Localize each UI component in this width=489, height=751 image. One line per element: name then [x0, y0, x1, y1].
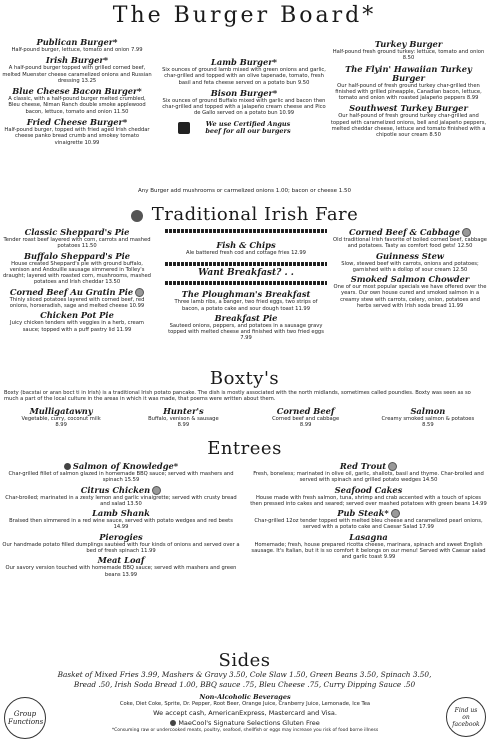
item-name: Corned Beef Au Gratin Pie — [2, 288, 152, 297]
signature-icon — [170, 720, 176, 726]
payment-note: We accept cash, AmericanExpress, Mastercard and Visa. — [153, 709, 337, 717]
irishfare-col-mid — [165, 229, 327, 342]
item-name: Lasagna — [349, 531, 388, 542]
boxty-item — [124, 407, 242, 429]
food-warning: *Consuming raw or undercooked meats, poultry, seafood, shellfish or eggs may increase you risk of food borne illness — [111, 728, 379, 733]
burger-col-mid — [160, 58, 328, 135]
item-name: Classic Sheppard's Pie — [24, 227, 130, 237]
item-desc: Char-grilled 12oz tender topped with melted bleu cheese and caramelized pearl onions, served with a potato cake and Caesar Salad 17.99 — [254, 518, 483, 531]
sides-line: Bread .50, Irish Soda Bread 1.00, BBQ sauce .75, Bleu Cheese .75, Curry Dipping Sauce .50 — [73, 680, 416, 689]
item-name: Pierogies — [99, 531, 143, 542]
item-name: The Ploughman's Breakfast — [181, 289, 311, 300]
item-desc: Tender roast beef layered with corn, carrots and mashed potatoes 11.50 — [3, 237, 151, 250]
gluten-free-icon — [462, 228, 471, 237]
item-name: Salmon of Knowledge* — [2, 462, 240, 471]
angus-note — [178, 121, 328, 135]
item-name: Fried Cheese Burger* — [26, 117, 128, 128]
item-name: Smoked Salmon Chowder — [350, 274, 470, 285]
item-desc: Char-broiled; marinated in a zesty lemon and garlic vinaigrette; served with crusty bread and salad 13.50 — [5, 494, 237, 507]
item-name: Guinness Stew — [375, 250, 445, 261]
item-desc: Half-pound fresh ground turkey: lettuce, tomato and onion 8.50 — [332, 49, 485, 62]
item-desc: Corned beef and cabbage — [272, 416, 340, 422]
entrees-col-left — [2, 462, 240, 578]
item-name: Hunter's — [163, 406, 204, 416]
item-desc: Vegetable, curry, coconut milk — [21, 416, 101, 422]
item-desc: A classic, with a half-pound burger melted crumbled, Bleu cheese, Niman Ranch double smoke applewood bacon, lettuce, tomato and onion 11.50 — [8, 96, 146, 115]
item-name: Corned Beef & Cabbage — [333, 228, 487, 237]
item-desc: Half-pound burger, topped with fried aged Irish cheddar cheese panko bread crumb and smokey tomato vinaigrette 10.99 — [4, 127, 150, 146]
item-name: Salmon — [410, 406, 446, 416]
item-price: 8.99 — [299, 422, 312, 429]
item-name: Red Trout — [250, 462, 487, 471]
boxty-item — [2, 407, 120, 429]
item-name: Lamb Shank — [92, 508, 150, 519]
gluten-free-icon — [388, 462, 397, 471]
item-desc: House made with fresh salmon, tuna, shrimp and crab accented with a touch of spices then pressed into cakes and seared; served over mashed potatoes with green beans 14.99 — [250, 494, 487, 507]
footer-info — [50, 693, 440, 734]
item-name: Corned Beef — [276, 406, 335, 416]
angus-logo-icon — [178, 122, 190, 134]
item-name: Publican Burger* — [36, 37, 118, 47]
gluten-free-icon — [135, 288, 144, 297]
divider — [165, 262, 327, 266]
item-name: Meat Loaf — [97, 555, 145, 566]
item-desc: House created Sheppard's pie with ground buffalo, venison and Andouille sausage simmered in Tolley's draught; layered with roasted corn, mushrooms, mashed potatoes and Irish cheddar 13.50 — [3, 260, 151, 286]
boxty-desc: Boxty (bacstai or aran boct ti in Irish) is a traditional Irish potato pancake. The dish is mostly associated with the north midlands, sometimes called poundies. Boxty was seen as so much a part of the local culture in the areas in which it was made, that poems were written about them. — [4, 390, 471, 403]
item-desc: Braised then simmered in a red wine sauce, served with potato wedges and red beets 14.99 — [9, 518, 233, 531]
sides-list — [0, 670, 489, 690]
signature-icon — [64, 463, 71, 470]
section-title: Boxty's — [209, 368, 280, 389]
item-name: Buffalo Sheppard's Pie — [23, 250, 131, 261]
irishfare-heading — [0, 204, 489, 225]
irishfare-col-right — [333, 228, 487, 309]
item-desc: Our handmade potato filled dumplings sautéed with four kinds of onions and served over a bed of fresh spinach 11.99 — [2, 541, 240, 555]
item-price: 8.99 — [55, 422, 67, 429]
gluten-free-icon — [152, 486, 161, 495]
item-desc: Homemade; fresh, house prepared ricotta cheese, marinara, spinach and sweet English sausage. It's Italian, but it is so comfort it belongs on our menu! Served with Caesar salad and garlic toast 9.99 — [251, 541, 486, 561]
irishfare-col-left — [2, 228, 152, 333]
item-name: Pub Steak* — [250, 509, 487, 518]
item-name: Southwest Turkey Burger — [349, 103, 468, 114]
divider — [165, 229, 327, 233]
breakfast-heading: Want Breakfast? . . — [198, 268, 294, 279]
burger-col-left — [2, 38, 152, 146]
item-desc: Six ounces of ground lamb mixed with green onions and garlic, char-grilled and topped with an olive tapenade, tomato, fresh basil and feta cheese served on a potato bun 9.50 — [162, 67, 326, 86]
item-desc: Our half-pound of fresh ground turkey char-grilled and topped with caramelized onions, bell and jalapeño peppers, melted cheddar cheese, lettuce and tomato finished with a chipotle sour cream 8.50 — [330, 113, 487, 139]
angus-note-text: We use Certified Angus beef for all our burgers — [205, 119, 291, 135]
item-desc: Buffalo, venison & sausage — [148, 416, 219, 422]
item-price: 8.99 — [177, 422, 190, 429]
beverages-title: Non-Alcoholic Beverages — [199, 693, 291, 701]
item-name: Bison Burger* — [210, 87, 278, 98]
item-name: Seafood Cakes — [334, 484, 403, 495]
item-desc: Old traditional Irish favorite of boiled corned beef, cabbage and potatoes. Tasty as comfort food gets! 12.50 — [333, 237, 487, 250]
item-name: Chicken Pot Pie — [40, 310, 114, 321]
section-title: Sides — [218, 650, 271, 671]
item-desc: A half-pound burger topped with grilled corned beef, melted Muenster cheese caramelized onions and Russian dressing 13.25 — [2, 65, 152, 84]
boxty-item — [247, 407, 365, 429]
burger-addon: Any Burger add mushrooms or carmelized onions 1.00; bacon or cheese 1.50 — [137, 188, 351, 194]
page-title: The Burger Board* — [112, 3, 377, 28]
shamrock-icon — [131, 210, 143, 222]
item-desc: Creamy smoked salmon & potatoes — [381, 416, 475, 422]
item-desc: Juicy chicken tenders with veggies in a herb, cream sauce; topped with a puff pastry lid 11.99 — [10, 320, 144, 333]
entrees-col-right — [250, 462, 487, 561]
item-desc: Char-grilled fillet of salmon glazed in homemade BBQ sauce; served with mashers and spinach 15.59 — [8, 471, 234, 484]
item-desc: Three lamb ribs, a banger, two fried eggs, two strips of bacon, a potato cake and sour dough toast 11.99 — [174, 299, 318, 312]
boxty-item — [369, 407, 487, 429]
item-desc: Our half-pound of fresh ground turkey char-grilled then finished with grilled pineapple, Canadian bacon, lettuce, tomato and onion with roasted jalapeño peppers 8.99 — [335, 82, 482, 102]
item-name: Fish & Chips — [216, 240, 276, 250]
item-desc: Half-pound burger, lettuce, tomato and onion 7.99 — [11, 47, 143, 53]
item-name: Turkey Burger — [374, 39, 443, 49]
boxty-row — [0, 407, 489, 429]
item-name: Mulligatawny — [29, 406, 93, 416]
item-name: Irish Burger* — [45, 55, 109, 66]
item-name: Blue Cheese Bacon Burger* — [12, 86, 142, 97]
item-desc: Fresh, boneless; marinated in olive oil, garlic, shallots, basil and thyme. Char-broiled and served with spinach and grilled potato wedges 14.50 — [253, 471, 484, 484]
item-desc: Our savory version touched with homemade BBQ sauce; served with mashers and green beans 13.99 — [5, 565, 237, 578]
item-desc: Six ounces of ground Buffalo mixed with garlic and bacon then char-grilled and topped with a jalapeño cream cheese and Pico de Gallo served on a potato bun 10.99 — [162, 97, 326, 117]
beverages-list: Coke, Diet Coke, Sprite, Dr. Pepper, Root Beer, Orange Juice, Cranberry Juice, Lemonade, Ice Tea — [119, 701, 371, 707]
item-desc: One of our most popular specials we have offered over the years. Our own house cured and smoked salmon in a creamy stew with carrots, celery, onion, potatoes and herbs served with Irish soda bread 11.99 — [333, 284, 487, 310]
item-price: 8.59 — [422, 422, 434, 429]
facebook-badge[interactable]: Find us on facebook — [446, 697, 486, 737]
gluten-free-icon — [391, 509, 400, 518]
group-functions-badge: Group Functions — [4, 697, 46, 739]
item-desc: Ale battered fresh cod and cottage fries 12.99 — [186, 250, 306, 256]
divider — [165, 281, 327, 285]
item-desc: Sauteed onions, peppers, and potatoes in a sausage gravy topped with melted cheese and finished with two fried eggs 7.99 — [168, 322, 324, 342]
item-name: Breakfast Pie — [214, 312, 278, 323]
section-title: Entrees — [207, 438, 282, 459]
item-desc: Slow, stewed beef with carrots, onions and potatoes; garnished with a dollop of sour cream 12.50 — [341, 260, 479, 273]
item-name: Lamb Burger* — [211, 57, 277, 67]
burger-col-right — [330, 40, 487, 139]
item-name: Citrus Chicken — [2, 486, 240, 495]
item-desc: Thinly sliced potatoes layered with corned beef, red onions, horseradish, sage and melted cheese 10.99 — [9, 296, 145, 310]
item-name: The Flyin' Hawaiian Turkey Burger — [345, 63, 472, 83]
section-title: Traditional Irish Fare — [151, 204, 359, 225]
legend: MaeCool's Signature Selections Gluten Free — [50, 719, 440, 728]
sides-line: Basket of Mixed Fries 3.99, Mashers & Gravy 3.50, Cole Slaw 1.50, Green Beans 3.50, Spinach 3.50, — [57, 670, 432, 679]
